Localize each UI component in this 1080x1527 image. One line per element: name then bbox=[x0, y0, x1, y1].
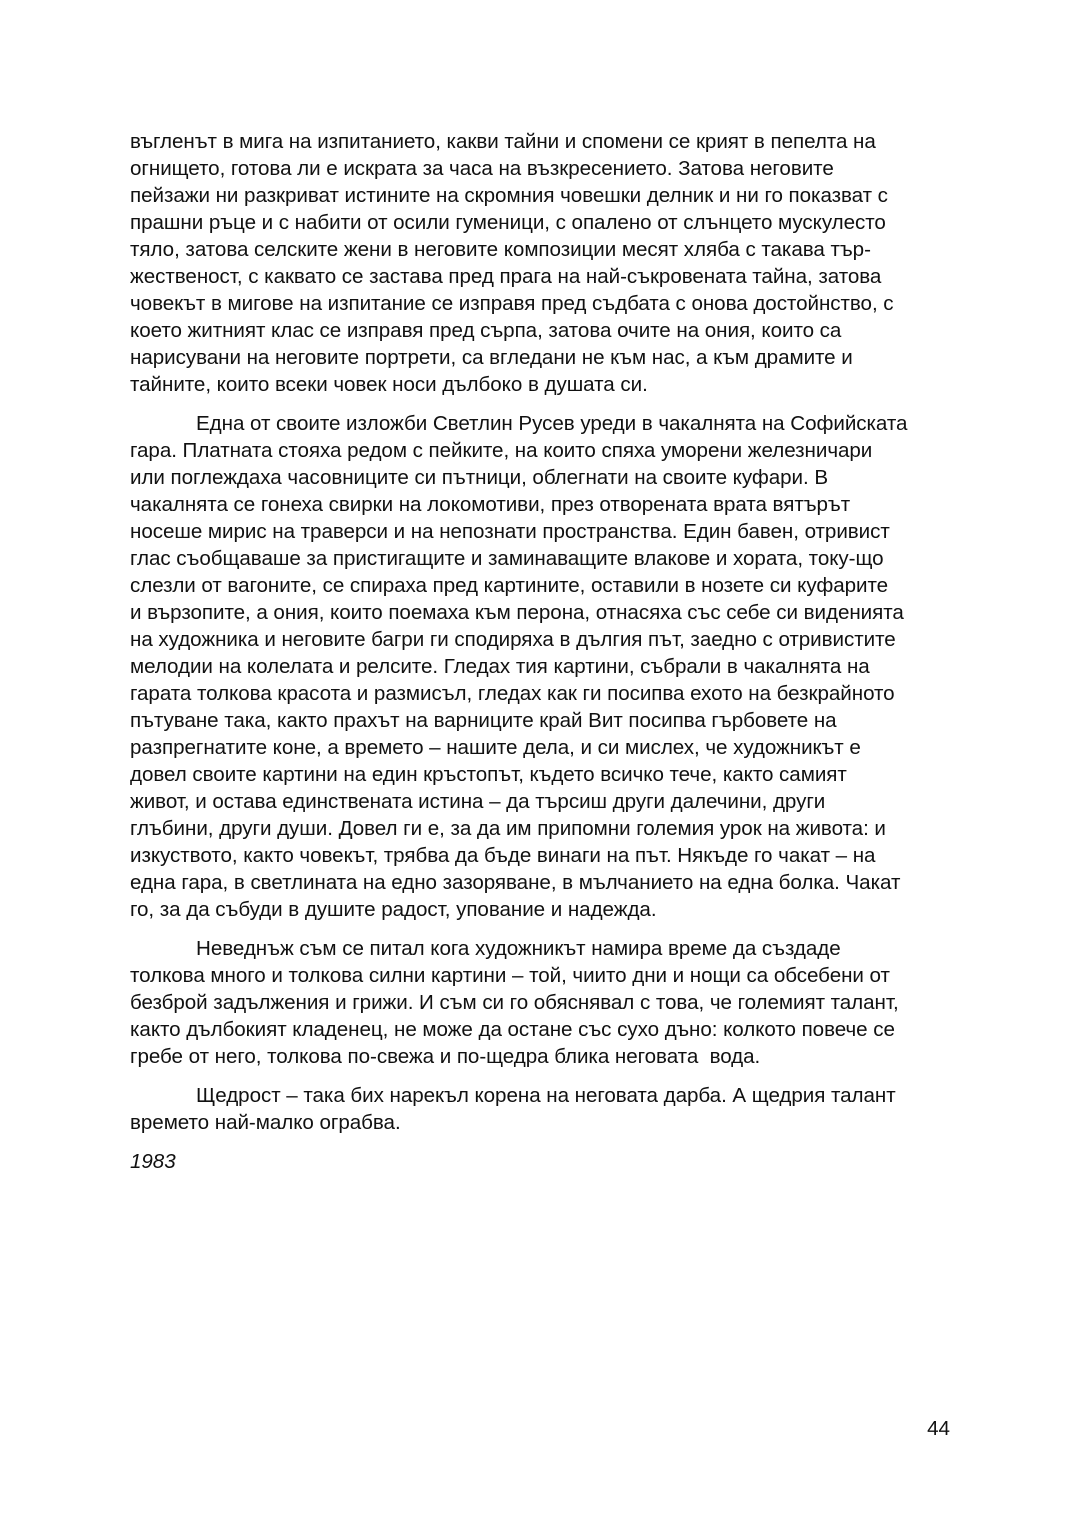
text-line: въгленът в мига на изпитанието, какви тайни и спомени се крият в пепелта на bbox=[130, 130, 876, 153]
text-line: тяло, затова селските жени в неговите композиции месят хляба с такава тър- bbox=[130, 238, 871, 261]
text-line: безброй задължения и грижи. И съм си го обяснявал с това, че големият талант, bbox=[130, 991, 899, 1014]
paragraph-4 bbox=[130, 1082, 952, 1136]
text-line: глъбини, други души. Довел ги е, за да им припомни големия урок на живота: и bbox=[130, 817, 886, 840]
text-line: го, за да събуди в душите радост, упование и надежда. bbox=[130, 898, 657, 921]
text-line: слезли от вагоните, се спираха пред картините, оставили в нозете си куфарите bbox=[130, 574, 889, 597]
text-line: прашни ръце и с набити от осили гуменици, с опалено от слънцето мускулесто bbox=[130, 211, 886, 234]
text-line: разпрегнатите коне, а времето – нашите дела, и си мислех, че художникът е bbox=[130, 736, 861, 759]
text-line: жественост, с каквато се застава пред прага на най-съкровената тайна, затова bbox=[130, 265, 882, 288]
text-line: огнището, готова ли е искрата за часа на възкресението. Затова неговите bbox=[130, 157, 834, 180]
text-line: което житният клас се изправя пред сърпа, затова очите на ония, които са bbox=[130, 319, 842, 342]
text-line: тайните, които всеки човек носи дълбоко в душата си. bbox=[130, 373, 648, 396]
text-line: глас съобщаваше за пристигащите и заминаващите влакове и хората, току-що bbox=[130, 547, 884, 570]
text-line: гарата толкова красота и размисъл, гледах как ги посипва ехото на безкрайното bbox=[130, 682, 895, 705]
text-line: мелодии на колелата и релсите. Гледах тия картини, събрали в чакалнята на bbox=[130, 655, 870, 678]
text-line: чакалнята се гонеха свирки на локомотиви, през отворената врата вятърът bbox=[130, 493, 851, 516]
text-line: човекът в мигове на изпитание се изправя пред съдбата с онова достойнство, с bbox=[130, 292, 894, 315]
text-line: пътуване така, както прахът на варниците край Вит посипва гърбовете на bbox=[130, 709, 837, 732]
page-number: 44 bbox=[927, 1417, 950, 1440]
text-line: на художника и неговите багри ги сподиряха в дългия път, заедно с отривистите bbox=[130, 628, 896, 651]
text-line-indented: Една от своите изложби Светлин Русев уреди в чакалнята на Софийската bbox=[196, 412, 908, 435]
text-line: довел своите картини на един кръстопът, където всичко тече, както самият bbox=[130, 763, 847, 786]
year-date: 1983 bbox=[130, 1150, 176, 1173]
text-line: или поглеждаха часовниците си пътници, облегнати на своите куфари. В bbox=[130, 466, 829, 489]
text-line: както дълбокият кладенец, не може да остане със сухо дъно: колкото повече се bbox=[130, 1018, 895, 1041]
paragraph-2 bbox=[130, 410, 952, 923]
text-line: нарисувани на неговите портрети, са вгледани не към нас, а към драмите и bbox=[130, 346, 853, 369]
paragraph-1 bbox=[130, 128, 952, 398]
text-line-indented: Неведнъж съм се питал кога художникът намира време да създаде bbox=[196, 937, 841, 960]
text-line: носеше мирис на траверси и на непознати пространства. Един бавен, отривист bbox=[130, 520, 890, 543]
text-line-indented: Щедрост – така бих нарекъл корена на неговата дарба. А щедрия талант bbox=[196, 1084, 896, 1107]
text-line: изкуството, както човекът, трябва да бъде винаги на път. Някъде го чакат – на bbox=[130, 844, 876, 867]
text-line: и вързопите, а ония, които поемаха към перона, отнасяха със себе си виденията bbox=[130, 601, 904, 624]
paragraph-3 bbox=[130, 935, 952, 1070]
text-line: толкова много и толкова силни картини – той, чиито дни и нощи са обсебени от bbox=[130, 964, 890, 987]
text-line: една гара, в светлината на едно зазоряване, в мълчанието на една болка. Чакат bbox=[130, 871, 901, 894]
body-text bbox=[130, 128, 952, 1175]
text-line: времето най-малко ограбва. bbox=[130, 1111, 401, 1134]
text-line: пейзажи ни разкриват истините на скромния човешки делник и ни го показват с bbox=[130, 184, 888, 207]
text-line: гребе от него, толкова по-свежа и по-щедра блика неговата вода. bbox=[130, 1045, 761, 1068]
text-line: гара. Платната стояха редом с пейките, на които спяха уморени железничари bbox=[130, 439, 873, 462]
text-line: живот, и остава единствената истина – да търсиш други далечини, други bbox=[130, 790, 826, 813]
